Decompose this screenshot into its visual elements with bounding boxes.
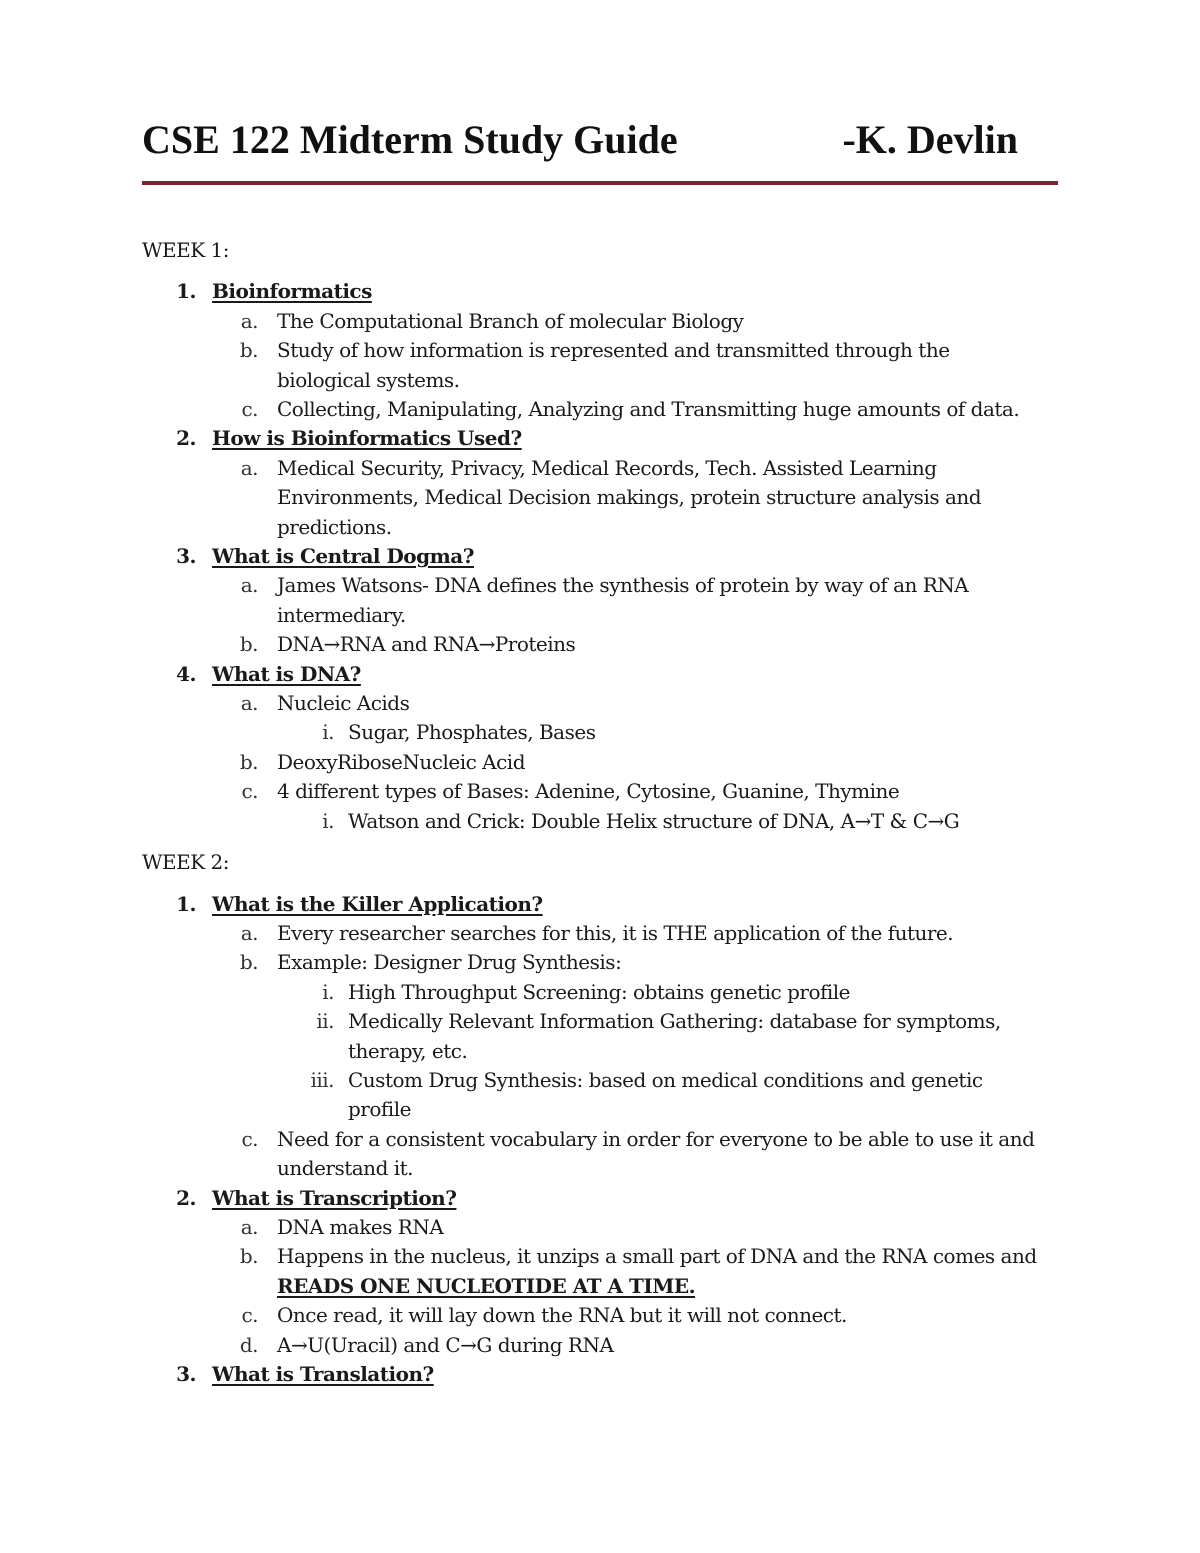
- outline-question: [0, 660, 1200, 689]
- outline-detail: [0, 1066, 1200, 1125]
- study-guide-body: [0, 236, 1200, 1389]
- subpoint-text: [277, 1242, 1047, 1301]
- outline-subpoint: [0, 336, 1200, 395]
- subpoint-body: Study of how information is represented and transmitted through the biological systems.: [277, 338, 950, 392]
- question-heading: What is Translation?: [212, 1362, 434, 1386]
- subpoint-text: [277, 948, 1047, 977]
- week-heading: WEEK 2:: [142, 850, 230, 875]
- outline-subpoint: [0, 748, 1200, 777]
- question-number: 2.: [176, 426, 196, 451]
- document-title: CSE 122 Midterm Study Guide: [142, 117, 678, 162]
- question-heading: How is Bioinformatics Used?: [212, 426, 522, 451]
- subpoint-text: [277, 336, 1047, 395]
- subpoint-marker: c.: [241, 1126, 258, 1151]
- detail-text: Sugar, Phosphates, Bases: [348, 720, 596, 745]
- question-number: 1.: [176, 279, 196, 304]
- subpoint-marker: b.: [239, 749, 258, 774]
- question-heading: Bioinformatics: [212, 279, 372, 304]
- detail-text: Custom Drug Synthesis: based on medical conditions and genetic profile: [348, 1067, 983, 1122]
- subpoint-body: Collecting, Manipulating, Analyzing and Transmitting huge amounts of data.: [277, 397, 1020, 422]
- outline-subpoint: [0, 630, 1200, 659]
- outline-question: [0, 542, 1200, 571]
- subpoint-marker: a.: [240, 920, 258, 945]
- subpoint-marker: a.: [240, 1214, 258, 1239]
- question-number: 1.: [176, 891, 196, 916]
- detail-marker: i.: [322, 808, 334, 833]
- subpoint-text: [277, 454, 1047, 542]
- outline-question: [0, 1360, 1200, 1389]
- subpoint-text: [277, 571, 1047, 630]
- detail-text: Medically Relevant Information Gathering: database for symptoms, therapy, etc.: [348, 1009, 1001, 1063]
- outline-subpoint: [0, 454, 1200, 542]
- subpoint-body: Once read, it will lay down the RNA but it will not connect.: [277, 1303, 847, 1328]
- question-heading: What is Transcription?: [212, 1185, 457, 1210]
- subpoint-marker: b.: [239, 950, 258, 975]
- question-number: 3.: [176, 544, 196, 569]
- outline-subpoint: [0, 689, 1200, 718]
- subpoint-text: [277, 748, 1047, 777]
- document-author: -K. Devlin: [842, 117, 1018, 162]
- week-heading: WEEK 1:: [142, 238, 230, 262]
- outline-question: [0, 1184, 1200, 1213]
- subpoint-marker: b.: [239, 1244, 258, 1269]
- header-divider: [142, 181, 1058, 185]
- outline-detail: [0, 718, 1200, 747]
- emphasized-note: READS ONE NUCLEOTIDE AT A TIME.: [277, 1273, 696, 1298]
- subpoint-marker: d.: [239, 1332, 258, 1357]
- subpoint-text: [277, 1301, 1047, 1330]
- subpoint-body: A→U(Uracil) and C→G during RNA: [277, 1332, 614, 1357]
- subpoint-body: 4 different types of Bases: Adenine, Cytosine, Guanine, Thymine: [277, 779, 900, 804]
- subpoint-body: Medical Security, Privacy, Medical Records, Tech. Assisted Learning Environments, Medical Decision makings, protein structure analysis and predictions.: [277, 455, 982, 539]
- subpoint-marker: c.: [241, 397, 258, 422]
- subpoint-body: James Watsons- DNA defines the synthesis of protein by way of an RNA intermediary.: [277, 573, 969, 627]
- subpoint-text: [277, 919, 1047, 948]
- subpoint-marker: a.: [240, 455, 258, 480]
- question-number: 4.: [176, 661, 196, 686]
- subpoint-marker: c.: [241, 779, 258, 804]
- detail-marker: ii.: [316, 1009, 334, 1034]
- outline-detail: [0, 1007, 1200, 1066]
- subpoint-marker: b.: [239, 632, 258, 657]
- subpoint-marker: a.: [240, 691, 258, 716]
- subpoint-body: Need for a consistent vocabulary in order for everyone to be able to use it and understand it.: [277, 1126, 1035, 1181]
- subpoint-text: [277, 1213, 1047, 1242]
- outline-subpoint: [0, 1331, 1200, 1360]
- detail-text: High Throughput Screening: obtains genetic profile: [348, 979, 851, 1004]
- subpoint-body: DeoxyRiboseNucleic Acid: [277, 749, 526, 774]
- outline-subpoint: [0, 307, 1200, 336]
- question-heading: What is DNA?: [212, 661, 361, 686]
- subpoint-text: [277, 689, 1047, 718]
- question-number: 2.: [176, 1185, 196, 1210]
- subpoint-body: Example: Designer Drug Synthesis:: [277, 950, 622, 975]
- subpoint-text: [277, 1125, 1047, 1184]
- subpoint-body: DNA makes RNA: [277, 1214, 444, 1239]
- outline-subpoint: [0, 777, 1200, 806]
- question-heading: What is Central Dogma?: [212, 544, 474, 569]
- outline-subpoint: [0, 1242, 1200, 1301]
- outline-detail: [0, 978, 1200, 1007]
- outline-question: [0, 424, 1200, 453]
- subpoint-text: [277, 307, 1047, 336]
- detail-marker: i.: [322, 979, 334, 1004]
- subpoint-marker: c.: [241, 1303, 258, 1328]
- outline-subpoint: [0, 571, 1200, 630]
- subpoint-body: Nucleic Acids: [277, 691, 410, 716]
- outline-subpoint: [0, 1301, 1200, 1330]
- outline-subpoint: [0, 1213, 1200, 1242]
- detail-text: Watson and Crick: Double Helix structure of DNA, A→T & C→G: [348, 808, 960, 833]
- detail-marker: i.: [322, 720, 334, 745]
- subpoint-body: Every researcher searches for this, it is THE application of the future.: [277, 920, 954, 945]
- subpoint-marker: b.: [239, 338, 258, 363]
- document-header: [142, 108, 1018, 168]
- subpoint-text: [277, 630, 1047, 659]
- outline-subpoint: [0, 1125, 1200, 1184]
- outline-question: [0, 277, 1200, 306]
- outline-subpoint: [0, 919, 1200, 948]
- question-heading: What is the Killer Application?: [212, 891, 543, 916]
- subpoint-text: [277, 1331, 1047, 1360]
- outline-subpoint: [0, 395, 1200, 424]
- outline-detail: [0, 807, 1200, 836]
- subpoint-marker: a.: [240, 308, 258, 333]
- subpoint-text: [277, 395, 1047, 424]
- question-number: 3.: [176, 1362, 196, 1386]
- subpoint-body: Happens in the nucleus, it unzips a small part of DNA and the RNA comes and: [277, 1244, 1037, 1269]
- outline-question: [0, 890, 1200, 919]
- subpoint-text: [277, 777, 1047, 806]
- subpoint-body: The Computational Branch of molecular Biology: [277, 308, 744, 333]
- detail-marker: iii.: [310, 1067, 334, 1092]
- subpoint-marker: a.: [240, 573, 258, 598]
- outline-subpoint: [0, 948, 1200, 977]
- subpoint-body: DNA→RNA and RNA→Proteins: [277, 632, 576, 657]
